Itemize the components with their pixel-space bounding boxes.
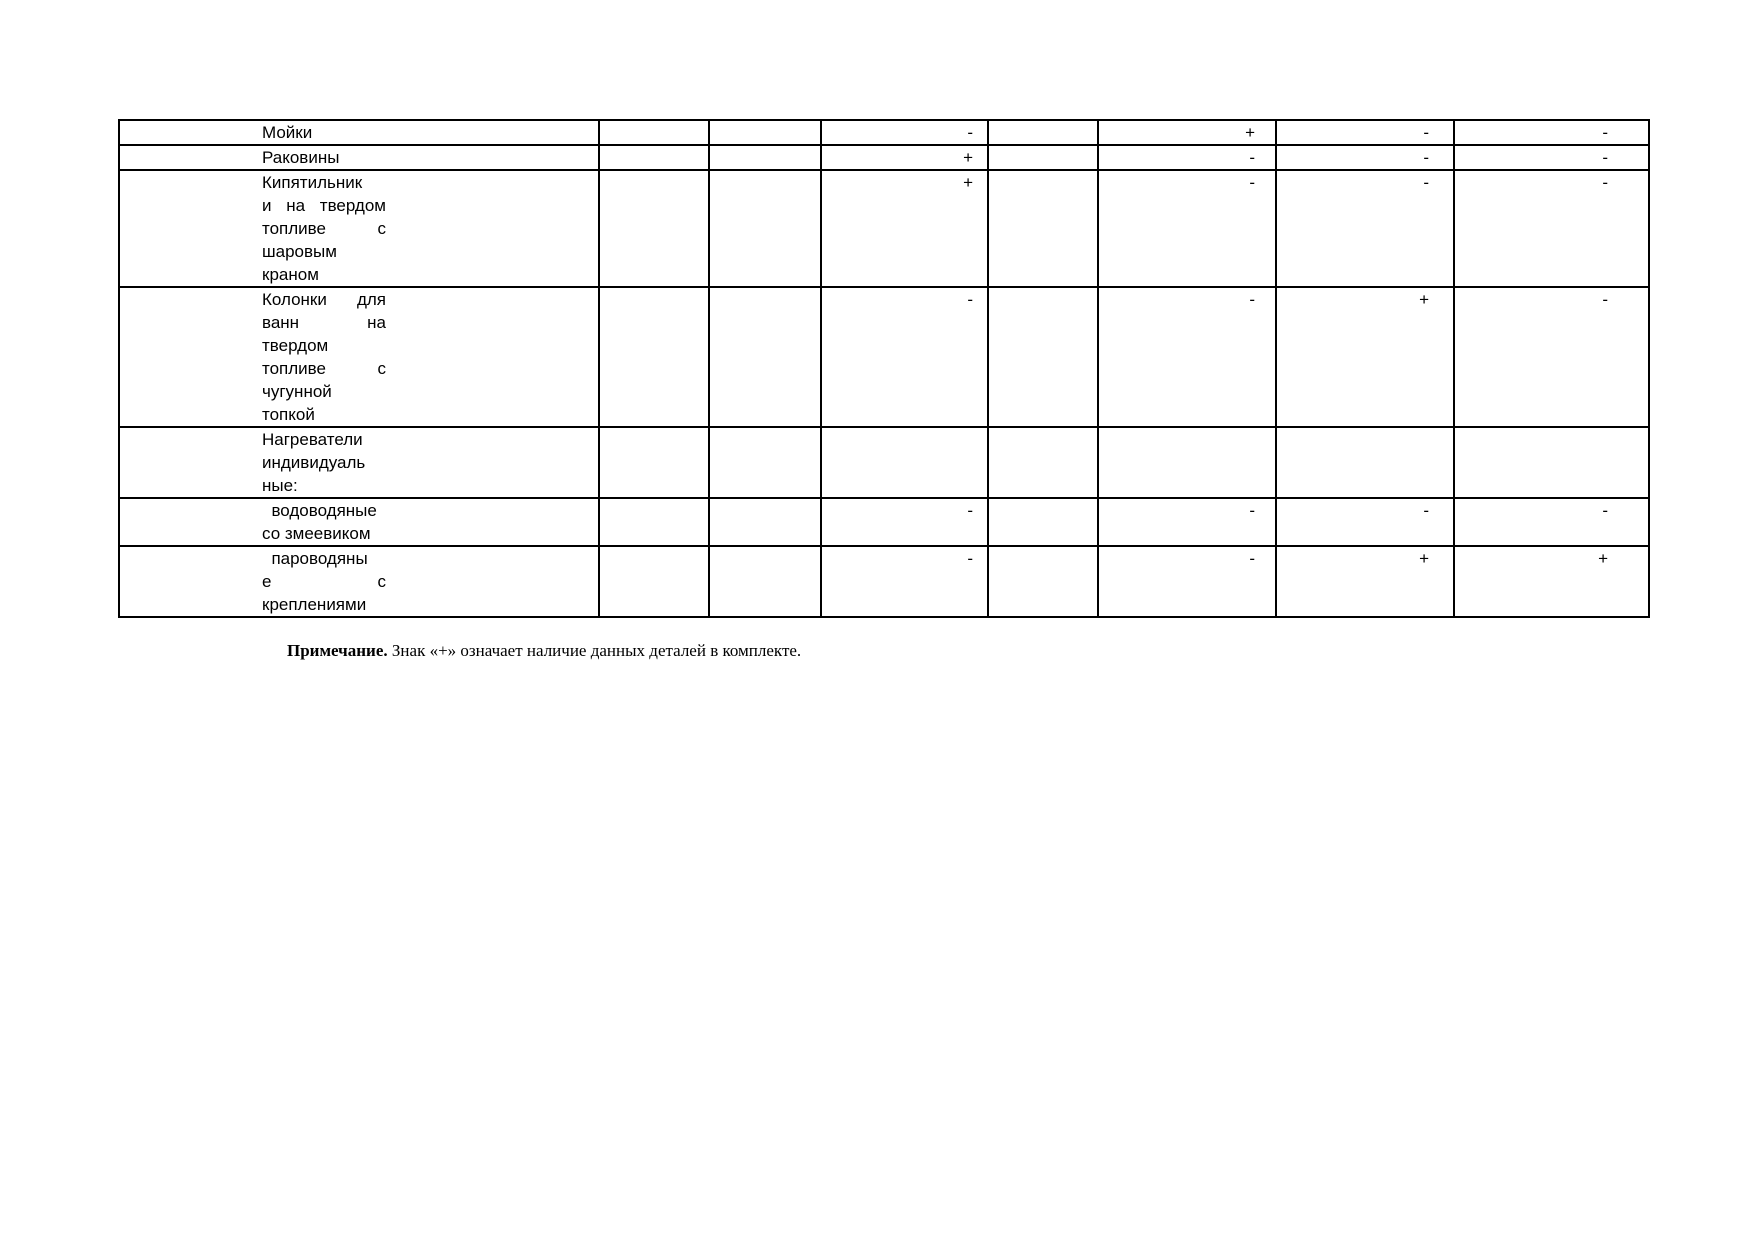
mark-cell [1276, 427, 1454, 498]
empty-cell [599, 287, 709, 427]
item-name [262, 428, 386, 497]
empty-cell [988, 427, 1098, 498]
item-name-line: топливе с [262, 359, 386, 378]
mark-cell [1454, 170, 1649, 287]
empty-cell [988, 170, 1098, 287]
empty-cell [988, 498, 1098, 546]
item-name-line: твердом [262, 336, 329, 355]
mark-value: - [1423, 148, 1429, 167]
mark-cell [1454, 498, 1649, 546]
item-name-line: ные: [262, 476, 298, 495]
item-name-line: креплениями [262, 595, 367, 614]
item-name [262, 499, 386, 545]
mark-cell [1098, 287, 1276, 427]
mark-cell [1276, 546, 1454, 617]
item-name [262, 146, 386, 169]
item-name-line: топкой [262, 405, 315, 424]
mark-value: + [963, 173, 973, 192]
mark-cell [821, 145, 988, 170]
empty-cell [709, 145, 821, 170]
item-name-cell [119, 170, 599, 287]
empty-cell [599, 120, 709, 145]
empty-cell [988, 120, 1098, 145]
mark-value: - [1249, 501, 1255, 520]
mark-value: - [1249, 549, 1255, 568]
empty-cell [709, 427, 821, 498]
table-row [119, 120, 1649, 145]
item-name-line: Колонки для [262, 290, 386, 309]
mark-cell [1098, 427, 1276, 498]
mark-value: - [1602, 148, 1608, 167]
mark-cell [1276, 287, 1454, 427]
mark-value: + [1419, 549, 1429, 568]
mark-cell [1098, 170, 1276, 287]
empty-cell [988, 287, 1098, 427]
table-row [119, 498, 1649, 546]
mark-cell [1098, 546, 1276, 617]
item-name-line: со змеевиком [262, 524, 371, 543]
mark-cell [1454, 287, 1649, 427]
mark-cell [1098, 498, 1276, 546]
mark-value: - [967, 123, 973, 142]
mark-value: + [963, 148, 973, 167]
mark-value: - [1602, 173, 1608, 192]
table-row [119, 145, 1649, 170]
table-row [119, 546, 1649, 617]
item-name-line: чугунной [262, 382, 332, 401]
empty-cell [709, 170, 821, 287]
item-name-line: Кипятильник [262, 173, 363, 192]
mark-value: + [1245, 123, 1255, 142]
item-name-line: индивидуаль [262, 453, 366, 472]
mark-cell [1098, 145, 1276, 170]
mark-value: - [1249, 173, 1255, 192]
mark-cell [821, 427, 988, 498]
item-name-line: Нагреватели [262, 430, 363, 449]
item-name-line: водоводяные [262, 501, 377, 520]
empty-cell [709, 120, 821, 145]
mark-value: - [1602, 290, 1608, 309]
empty-cell [709, 498, 821, 546]
mark-value: + [1598, 549, 1608, 568]
mark-value: - [1602, 123, 1608, 142]
empty-cell [599, 145, 709, 170]
mark-value: - [1249, 148, 1255, 167]
mark-cell [821, 287, 988, 427]
item-name-line: топливе с [262, 219, 386, 238]
item-name-line: ванн на [262, 313, 386, 332]
table-row [119, 427, 1649, 498]
item-name-line: Раковины [262, 148, 340, 167]
mark-cell [1276, 120, 1454, 145]
item-name-cell [119, 546, 599, 617]
item-name-cell [119, 145, 599, 170]
mark-cell [1454, 427, 1649, 498]
mark-value: - [1602, 501, 1608, 520]
table-note [287, 640, 801, 662]
empty-cell [988, 546, 1098, 617]
item-name [262, 547, 386, 616]
item-name [262, 171, 386, 286]
item-name-line: краном [262, 265, 319, 284]
mark-cell [1454, 145, 1649, 170]
mark-cell [821, 120, 988, 145]
item-name-line: шаровым [262, 242, 337, 261]
empty-cell [988, 145, 1098, 170]
item-name-line: е с [262, 572, 386, 591]
table-row [119, 170, 1649, 287]
mark-cell [1454, 546, 1649, 617]
mark-value: - [1423, 501, 1429, 520]
mark-cell [821, 546, 988, 617]
table-body [119, 120, 1649, 617]
empty-cell [599, 498, 709, 546]
mark-value: - [967, 290, 973, 309]
table-row [119, 287, 1649, 427]
mark-cell [1276, 145, 1454, 170]
mark-value: - [967, 501, 973, 520]
mark-cell [821, 498, 988, 546]
mark-value: - [1423, 173, 1429, 192]
mark-value: - [1423, 123, 1429, 142]
mark-value: - [967, 549, 973, 568]
empty-cell [599, 427, 709, 498]
mark-cell [1098, 120, 1276, 145]
equipment-table [118, 119, 1650, 618]
empty-cell [709, 287, 821, 427]
mark-cell [1276, 170, 1454, 287]
mark-cell [1454, 120, 1649, 145]
item-name-line: Мойки [262, 123, 313, 142]
item-name-cell [119, 498, 599, 546]
item-name [262, 121, 386, 144]
item-name-cell [119, 287, 599, 427]
mark-cell [1276, 498, 1454, 546]
item-name [262, 288, 386, 426]
note-label: Примечание. [287, 641, 388, 660]
mark-cell [821, 170, 988, 287]
empty-cell [709, 546, 821, 617]
item-name-cell [119, 427, 599, 498]
item-name-line: пароводяны [262, 549, 368, 568]
mark-value: - [1249, 290, 1255, 309]
empty-cell [599, 170, 709, 287]
item-name-cell [119, 120, 599, 145]
item-name-line: и на твердом [262, 196, 386, 215]
mark-value: + [1419, 290, 1429, 309]
note-text: Знак «+» означает наличие данных деталей в комплекте. [387, 641, 802, 660]
empty-cell [599, 546, 709, 617]
